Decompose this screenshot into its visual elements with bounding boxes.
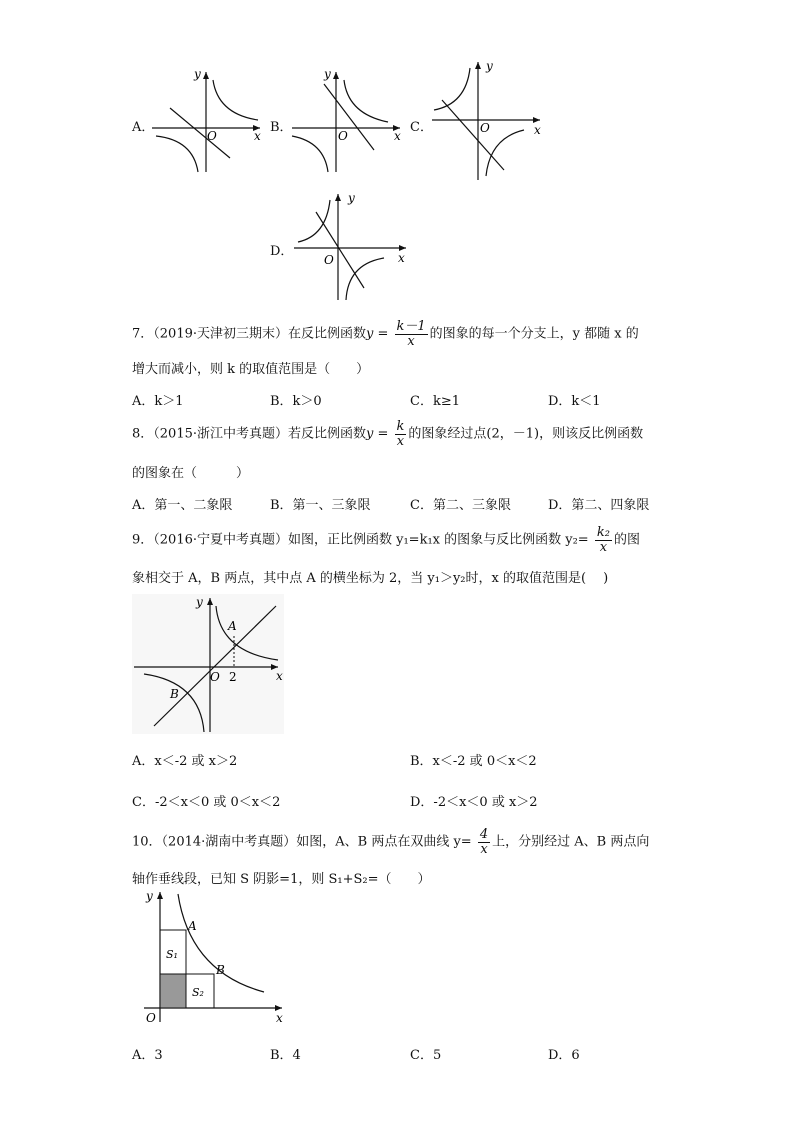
svg-text:O: O — [210, 670, 220, 684]
svg-text:B: B — [216, 963, 225, 977]
option-b-label: B． — [270, 120, 293, 135]
option-a-label: A． — [132, 120, 155, 135]
q8-option-a[interactable]: A．第一、二象限 — [132, 498, 233, 513]
svg-text:y: y — [486, 59, 493, 73]
q10-stem-line1: 10．（2014·湖南中考真题）如图，A、B 两点在双曲线 y= $\frac{4}{x}$ 上，分别经过 A、B 两点向 — [132, 827, 650, 857]
q7-option-c[interactable]: C．k≥1 — [410, 394, 460, 409]
svg-text:x: x — [398, 251, 405, 265]
graph-option-c — [428, 58, 548, 183]
svg-text:O: O — [207, 129, 217, 143]
q9-figure — [132, 594, 284, 734]
q7-option-d[interactable]: D．k＜1 — [548, 394, 601, 409]
q7-option-a[interactable]: A．k＞1 — [132, 394, 184, 409]
q8-option-d[interactable]: D．第二、四象限 — [548, 498, 650, 513]
q7-stem-line2: 增大而减小，则 k 的取值范围是（ ） — [132, 362, 370, 377]
svg-text:O: O — [146, 1011, 156, 1025]
q10-option-b[interactable]: B．4 — [270, 1048, 301, 1063]
q9-option-c[interactable]: C．-2＜x＜0 或 0＜x＜2 — [132, 795, 281, 810]
q9-option-a[interactable]: A．x＜-2 或 x＞2 — [132, 754, 238, 769]
q7-fraction: $\frac{k-1}{x}$ — [396, 319, 426, 349]
svg-text:O: O — [480, 121, 490, 135]
svg-text:B: B — [170, 687, 179, 701]
q9-option-b[interactable]: B．x＜-2 或 0＜x＜2 — [410, 754, 537, 769]
svg-text:x: x — [394, 129, 401, 143]
svg-text:O: O — [338, 129, 348, 143]
svg-text:A: A — [228, 619, 237, 633]
q10-option-d[interactable]: D．6 — [548, 1048, 580, 1063]
q10-option-c[interactable]: C．5 — [410, 1048, 442, 1063]
q7-stem-line1: 7．（2019·天津初三期末）在反比例函数y = $\frac{k-1}{x}$ 的图象的每一个分支上，y 都随 x 的 — [132, 319, 639, 349]
graph-option-d — [288, 190, 413, 305]
option-c-label: C． — [410, 120, 433, 135]
q10-figure — [132, 886, 287, 1026]
q9-stem-line1: 9．（2016·宁夏中考真题）如图，正比例函数 y₁=k₁x 的图象与反比例函数 y₂= $\frac{\text{k₂}}{x}$ 的图 — [132, 525, 640, 555]
svg-text:x: x — [276, 669, 283, 683]
q7-option-b[interactable]: B．k＞0 — [270, 394, 322, 409]
svg-text:y: y — [194, 67, 201, 81]
q8-fraction: $\frac{k}{x}$ — [396, 419, 405, 449]
q9-option-d[interactable]: D．-2＜x＜0 或 x＞2 — [410, 795, 538, 810]
svg-text:y: y — [196, 595, 203, 609]
option-d-label: D． — [270, 244, 294, 259]
graph-option-a — [148, 66, 268, 176]
q9-fraction: $\frac{\text{k₂}}{x}$ — [596, 525, 610, 555]
svg-text:O: O — [324, 253, 334, 267]
svg-text:S₁: S₁ — [166, 948, 178, 961]
q8-option-b[interactable]: B．第一、三象限 — [270, 498, 371, 513]
q8-stem-line1: 8．（2015·浙江中考真题）若反比例函数y = $\frac{k}{x}$ 的图象经过点(2，－1)，则该反比例函数 — [132, 419, 644, 449]
svg-text:x: x — [254, 129, 261, 143]
q8-stem-line2: 的图象在（ ） — [132, 466, 250, 481]
graph-option-b — [288, 66, 408, 176]
svg-text:2: 2 — [229, 670, 237, 684]
q9-stem-line2: 象相交于 A，B 两点，其中点 A 的横坐标为 2，当 y₁＞y₂时，x 的取值范围是( ) — [132, 571, 609, 586]
q10-option-a[interactable]: A．3 — [132, 1048, 163, 1063]
svg-text:x: x — [276, 1011, 283, 1025]
svg-text:x: x — [534, 123, 541, 137]
q10-stem-line2: 轴作垂线段，已知 S 阴影=1，则 S₁+S₂=（ ） — [132, 872, 431, 887]
q10-fraction: $\frac{4}{x}$ — [479, 827, 489, 857]
svg-text:y: y — [324, 67, 331, 81]
svg-text:A: A — [188, 919, 197, 933]
svg-text:y: y — [146, 889, 153, 903]
svg-text:S₂: S₂ — [192, 986, 204, 999]
svg-text:y: y — [348, 191, 355, 205]
q8-option-c[interactable]: C．第二、三象限 — [410, 498, 511, 513]
